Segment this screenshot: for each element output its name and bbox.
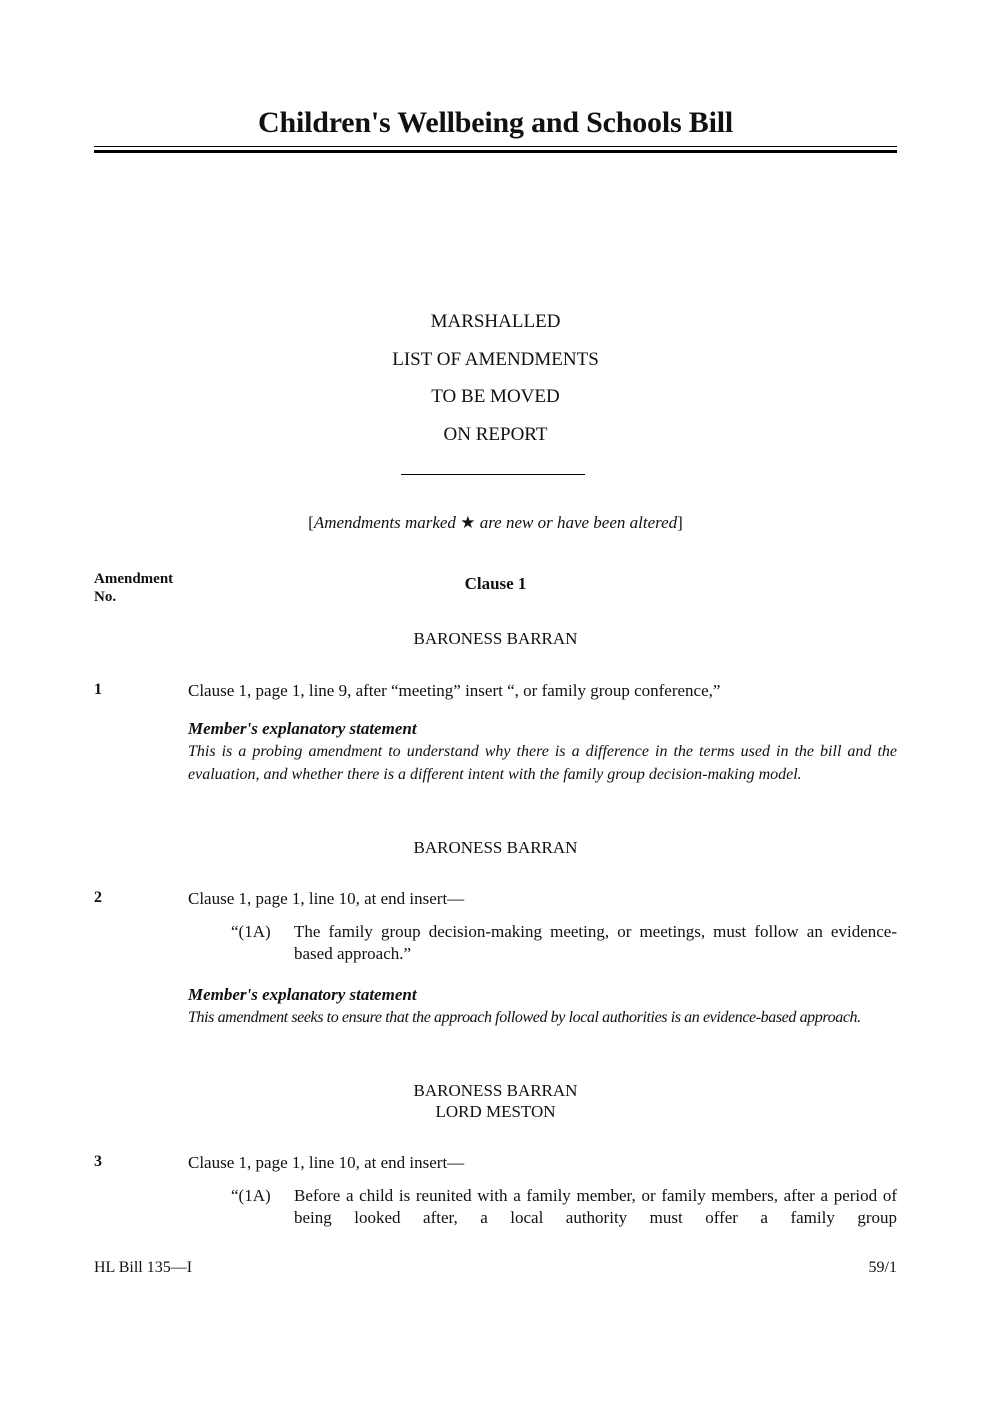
amendment-instruction: Clause 1, page 1, line 10, at end insert— (188, 1153, 465, 1172)
amendment-number: 3 (94, 1153, 102, 1170)
inserted-subsection (231, 1185, 897, 1229)
subsection-text: The family group decision-making meeting, or meetings, must follow an evidence-based approach.” (294, 922, 897, 963)
amendment-number: 2 (94, 889, 102, 906)
heading-line: ON REPORT (443, 423, 548, 445)
inserted-subsection (231, 921, 897, 965)
note-open-bracket: [ (308, 513, 314, 532)
sponsor-list (94, 837, 897, 858)
explanatory-statement-heading: Member's explanatory statement (188, 719, 417, 738)
sponsor-name: BARONESS BARRAN (413, 629, 578, 648)
header-line: No. (94, 589, 117, 605)
note-text-rest: are new or have been altered (475, 513, 678, 532)
heading-line: TO BE MOVED (431, 386, 560, 407)
sponsor-list (94, 1080, 897, 1122)
note-close-bracket: ] (677, 513, 683, 532)
subsection-label: “(1A) (231, 922, 271, 941)
subsection-text: Before a child is reunited with a family member, or family members, after a period of being looked after, a local authority must offer a family group (294, 1186, 897, 1227)
amendment-instruction: Clause 1, page 1, line 9, after “meeting” insert “, or family group conference,” (188, 681, 721, 700)
footer-page-reference: 59/1 (868, 1259, 897, 1276)
header-line: Amendment (94, 571, 174, 587)
footer-bill-reference: HL Bill 135—I (94, 1259, 193, 1276)
sponsor-name: BARONESS BARRAN (413, 838, 578, 857)
amendment-instruction: Clause 1, page 1, line 10, at end insert— (188, 889, 465, 908)
subsection-label: “(1A) (231, 1186, 271, 1205)
explanatory-statement: This amendment seeks to ensure that the approach followed by local authorities is an evidence-based approach. (188, 1009, 861, 1026)
star-icon: ★ (460, 513, 476, 532)
heading-line: LIST OF AMENDMENTS (392, 348, 599, 370)
explanatory-statement: This is a probing amendment to understand why there is a difference in the terms used in the bill and the evaluation, and whether there is a different intent with the family group decision-making model. (188, 743, 897, 783)
title-rule-thick (94, 150, 897, 153)
page-title: Children's Wellbeing and Schools Bill (258, 106, 733, 139)
document-heading (94, 303, 897, 453)
sponsor-name: BARONESS BARRAN (413, 1081, 578, 1100)
note-text: Amendments marked (313, 513, 461, 532)
explanatory-statement-heading: Member's explanatory statement (188, 985, 417, 1004)
amendment-number: 1 (94, 681, 102, 698)
amendments-note (94, 513, 897, 533)
clause-heading: Clause 1 (464, 574, 527, 593)
heading-divider (401, 474, 585, 475)
sponsor-list (94, 628, 897, 649)
sponsor-name: LORD MESTON (435, 1102, 556, 1121)
heading-line: MARSHALLED (430, 311, 561, 332)
title-rule-thin (94, 146, 897, 147)
